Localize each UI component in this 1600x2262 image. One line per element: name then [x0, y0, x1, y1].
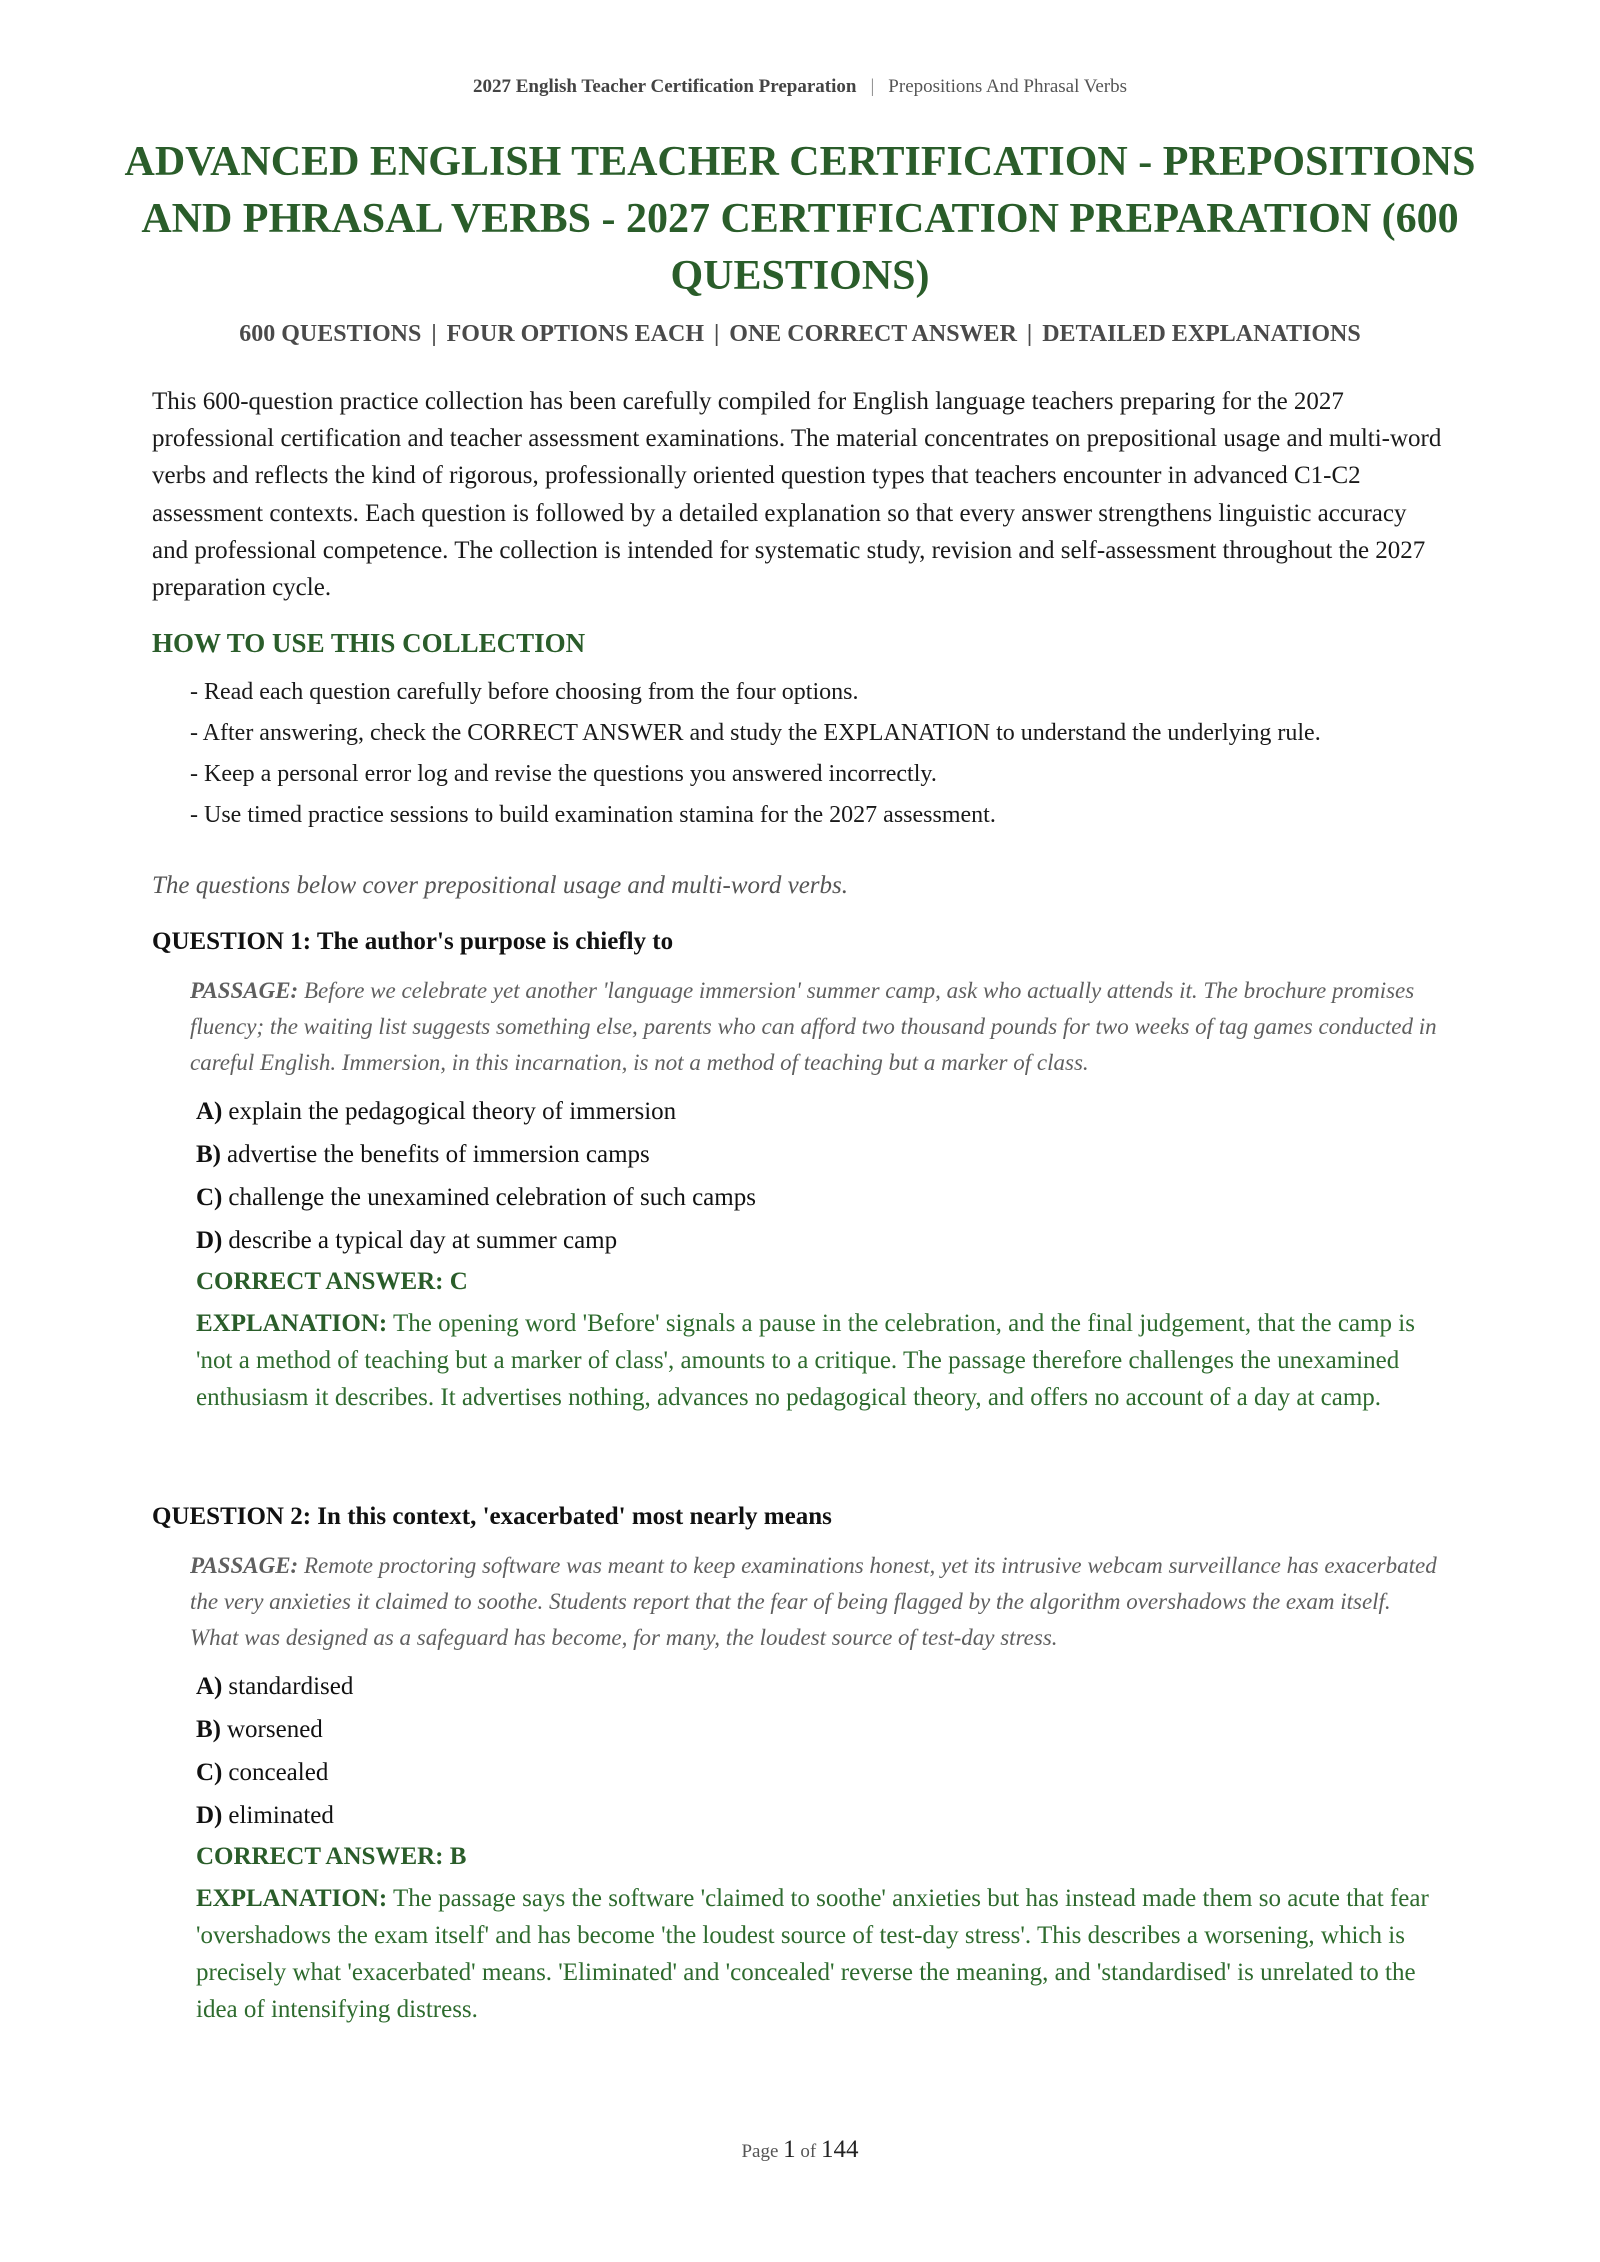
option-text: worsened: [227, 1716, 323, 1744]
of-word: of: [800, 2141, 817, 2162]
option-letter: D): [196, 1227, 223, 1255]
option-text: challenge the unexamined celebration of such camps: [228, 1184, 756, 1212]
answer-options: [196, 1665, 1442, 1837]
option-letter: A): [196, 1098, 223, 1126]
correct-answer: CORRECT ANSWER: B: [196, 1843, 467, 1871]
passage-label: PASSAGE:: [190, 978, 299, 1003]
correct-answer: CORRECT ANSWER: C: [196, 1268, 468, 1296]
page-footer: [0, 2136, 1600, 2164]
answer-option: [196, 1133, 1442, 1176]
answer-option: [196, 1708, 1442, 1751]
how-to-item: - Keep a personal error log and revise the questions you answered incorrectly.: [190, 761, 937, 787]
how-to-item: - Use timed practice sessions to build examination stamina for the 2027 assessment.: [190, 802, 996, 828]
subtitle-item: ONE CORRECT ANSWER: [729, 321, 1017, 347]
passage-text: Before we celebrate yet another 'language immersion' summer camp, ask who actually attends it. The brochure promises fluency; the waiting list suggests something else, parents who can afford two thousand pounds for two weeks of tag games conducted in careful English. Immersion, in this incarnation, is not a method of teaching but a marker of class.: [190, 978, 1437, 1075]
answer-option: [196, 1090, 1442, 1133]
intro-paragraph: This 600-question practice collection has been carefully compiled for English language teachers preparing for the 2027 professional certification and teacher assessment examinations. The material concentrates on prepositional usage and multi-word verbs and reflects the kind of rigorous, professionally oriented question types that teachers encounter in advanced C1-C2 assessment contexts. Each question is followed by a detailed explanation so that every answer strengthens linguistic accuracy and professional competence. The collection is intended for systematic study, revision and self-assessment throughout the 2027 preparation cycle.: [152, 388, 1442, 602]
subtitle-separator: |: [431, 321, 437, 347]
answer-option: [196, 1794, 1442, 1837]
page-word: Page: [741, 2141, 779, 2162]
running-header: [0, 76, 1600, 98]
answer-option: [196, 1219, 1442, 1262]
subtitle-item: 600 QUESTIONS: [239, 321, 422, 347]
header-topic: Prepositions And Phrasal Verbs: [888, 76, 1128, 97]
answer-options: [196, 1090, 1442, 1262]
document-subtitle: [0, 321, 1600, 348]
option-text: explain the pedagogical theory of immersion: [228, 1098, 677, 1126]
answer-option: [196, 1751, 1442, 1794]
how-to-item: - After answering, check the CORRECT ANSWER and study the EXPLANATION to understand the underlying rule.: [190, 720, 1321, 746]
option-text: advertise the benefits of immersion camps: [227, 1141, 650, 1169]
passage-label: PASSAGE:: [190, 1553, 299, 1578]
question-passage: [190, 1548, 1442, 1655]
how-to-item: - Read each question carefully before choosing from the four options.: [190, 679, 859, 705]
subtitle-separator: |: [713, 321, 720, 347]
option-text: describe a typical day at summer camp: [228, 1227, 618, 1255]
question-title: QUESTION 2: In this context, 'exacerbated' most nearly means: [152, 1503, 832, 1530]
option-text: standardised: [228, 1673, 354, 1701]
option-letter: C): [196, 1759, 223, 1787]
option-letter: D): [196, 1802, 223, 1830]
explanation-label: EXPLANATION:: [196, 1310, 388, 1338]
answer-option: [196, 1176, 1442, 1219]
question-block: [152, 1500, 1442, 2028]
question-passage: [190, 973, 1442, 1080]
explanation-label: EXPLANATION:: [196, 1885, 388, 1913]
option-text: concealed: [228, 1759, 329, 1787]
how-to-list: [190, 674, 1440, 838]
option-letter: C): [196, 1184, 223, 1212]
subtitle-separator: |: [1026, 321, 1033, 347]
explanation-text: The opening word 'Before' signals a pause in the celebration, and the final judgement, that the camp is 'not a method of teaching but a marker of class', amounts to a critique. The passage therefore challenges the unexamined enthusiasm it describes. It advertises nothing, advances no pedagogical theory, and offers no account of a day at camp.: [196, 1310, 1415, 1412]
document-title: ADVANCED ENGLISH TEACHER CERTIFICATION - PREPOSITIONS AND PHRASAL VERBS - 2027 CERTIFICATION PREPARATION (600 QUESTIONS): [124, 139, 1476, 299]
coverage-note: The questions below cover prepositional usage and multi-word verbs.: [152, 872, 849, 899]
option-text: eliminated: [228, 1802, 334, 1830]
subtitle-item: FOUR OPTIONS EACH: [446, 321, 704, 347]
page-number: 1: [783, 2136, 796, 2163]
header-collection-title: 2027 English Teacher Certification Preparation: [472, 76, 857, 97]
explanation: [196, 1305, 1446, 1416]
explanation-text: The passage says the software 'claimed to soothe' anxieties but has instead made them so acute that fear 'overshadows the exam itself' and has become 'the loudest source of test-day stress'. This describes a worsening, which is precisely what 'exacerbated' means. 'Eliminated' and 'concealed' reverse the meaning, and 'standardised' is unrelated to the idea of intensifying distress.: [196, 1885, 1429, 2024]
answer-option: [196, 1665, 1442, 1708]
how-to-heading: HOW TO USE THIS COLLECTION: [152, 628, 586, 658]
question-block: [152, 925, 1442, 1416]
question-title: QUESTION 1: The author's purpose is chiefly to: [152, 928, 674, 955]
header-separator: |: [870, 76, 875, 97]
subtitle-item: DETAILED EXPLANATIONS: [1042, 321, 1361, 347]
total-pages: 144: [821, 2136, 859, 2163]
passage-text: Remote proctoring software was meant to keep examinations honest, yet its intrusive webcam surveillance has exacerbated the very anxieties it claimed to soothe. Students report that the fear of being flagged by the algorithm overshadows the exam itself. What was designed as a safeguard has become, for many, the loudest source of test-day stress.: [190, 1553, 1437, 1650]
option-letter: A): [196, 1673, 223, 1701]
option-letter: B): [196, 1716, 221, 1744]
option-letter: B): [196, 1141, 221, 1169]
explanation: [196, 1880, 1446, 2028]
